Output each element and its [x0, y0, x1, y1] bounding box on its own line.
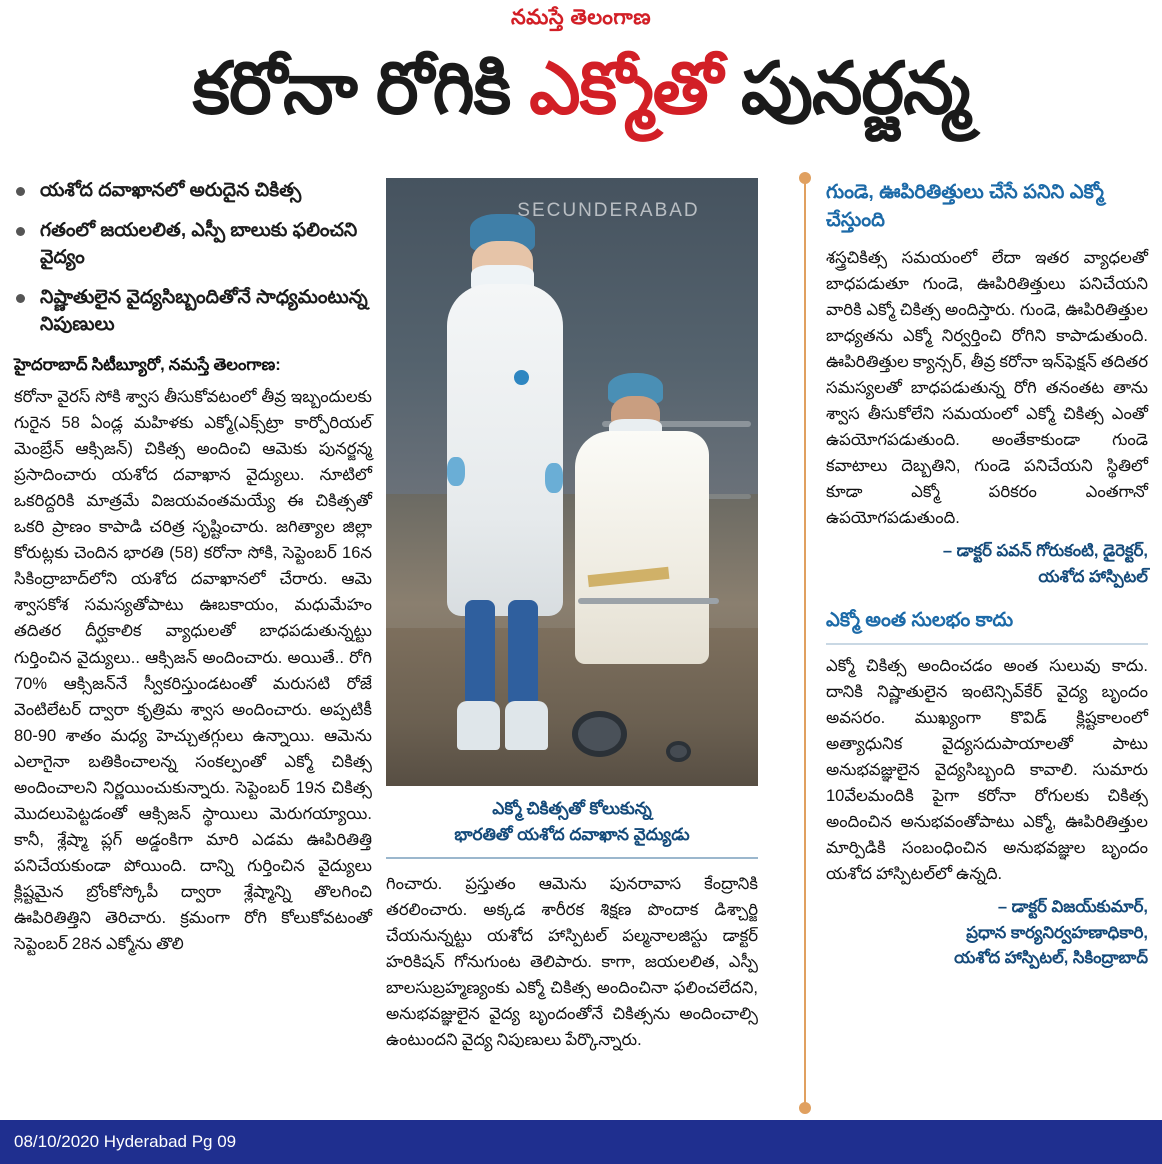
list-item: [14, 218, 372, 272]
sidebar-subhead-1: గుండె, ఊపిరితిత్తులు చేసే పనిని ఎక్మో చేస్తుంది: [826, 181, 1104, 232]
photo-location-watermark: SECUNDERABAD: [517, 200, 700, 221]
sidebar-body-1: [826, 245, 1148, 532]
photo-patient-figure: [568, 373, 732, 762]
paragraph: ఎక్మో చికిత్స అందించడం అంత సులువు కాదు. దానికి నిష్ణాతులైన ఇంటెన్సివ్‌కేర్ వైద్య బృందం అవసరం. ముఖ్యంగా కొవిడ్ క్లిష్టకాలంలో అత్యాధునిక వైద్యసదుపాయాలతో పాటు అనుభవజ్ఞులైన వైద్యసిబ్బంది కావాలి. సుమారు 10వేలమందికి పైగా కరోనా రోగులకు చికిత్స అందించిన అనుభవంతోపాటు ఎక్మో, ఊపిరితిత్తుల మార్పిడికి సంబంధించిన అనుభవజ్ఞుల బృందం యశోద హాస్పిటల్‌లో ఉన్నది.: [826, 656, 1148, 884]
photo-caption: [386, 796, 758, 859]
sidebar-attribution-2: [826, 895, 1148, 972]
publication-name: నమస్తే తెలంగాణ: [510, 6, 652, 29]
attribution-line: యశోద హాస్పిటల్, సికింద్రాబాద్: [954, 949, 1148, 968]
sidebar-subhead-2: ఎక్మో అంత సులభం కాదు: [826, 606, 1148, 644]
bullet-list: [14, 178, 372, 339]
wheelchair-bar: [578, 598, 719, 604]
doctor-glove-right: [545, 463, 564, 493]
paragraph: శస్త్రచికిత్స సమయంలో లేదా ఇతర వ్యాధలతో బాధపడుతూ గుండె, ఊపిరితిత్తులు పనిచేయని వారికి ఎక్మో చికిత్స అందిస్తారు. గుండె, ఊపిరితిత్తుల బాధ్యతను ఎక్మో నిర్వర్తించి రోగిని కాపాడుతుంది. ఊపిరితిత్తుల క్యాన్సర్, తీవ్ర కరోనా ఇన్‌ఫెక్షన్ తదితర సమస్యలతో బాధపడుతున్న రోగి తనంతట తాను శ్వాస తీసుకోలేని సమయంలో ఎక్మో చికిత్స ఎంతో ఉపయోగపడుతుంది. అంతేకాకుండా గుండె కవాటాలు దెబ్బతిని, గుండె పనిచేయని స్థితిలో కూడా ఎక్మో పరికరం ఎంతగానో ఉపయోగపడుతుంది.: [826, 248, 1148, 528]
paragraph: కరోనా వైరస్ సోకి శ్వాస తీసుకోవటంలో తీవ్ర ఇబ్బందులకు గురైన 58 ఏండ్ల మహిళకు ఎక్మో(ఎక్స్‌ట్రా కార్పోరియల్ మెంబ్రేన్ ఆక్సిజన్) చికిత్స అందించి ఆమెకు పునర్జన్మ ప్రసాదించారు యశోద దవాఖాన వైద్యులు. నూటిలో ఒకరిద్దరికి మాత్రమే విజయవంతమయ్యే ఈ చికిత్సతో ఒకరి ప్రాణం కాపాడి చరిత్ర సృష్టించారు. జగిత్యాల జిల్లా కోరుట్లకు చెందిన భారతి (58) కరోనా సోకి, సెప్టెంబర్ 16న సికింద్రాబాద్‌లోని యశోద దవాఖానలో చేరారు. ఆమె శ్వాసకోశ సమస్యతోపాటు ఊబకాయం, మధుమేహం తదితర దీర్ఘకాలిక వ్యాధులతో బాధపడుతున్నట్టు గుర్తించిన వైద్యులు.. ఆక్సిజన్ అందించారు. అయితే.. రోగి 70% ఆక్సిజన్‌నే స్వీకరిస్తుండటంతో మరుసటి రోజే వెంటిలేటర్ ద్వారా కృత్రిమ శ్వాస అందించారు. అప్పటికీ 80-90 శాతం మధ్య హెచ్చుతగ్గులు ఉన్నాయి. ఆమెను ఎలాగైనా బతికించాలన్న సంకల్పంతో ఎక్మో చికిత్స అందించాలని నిర్ణయించుకున్నారు. సెప్టెంబర్ 19న చికిత్స మొదలుపెట్టడంతో ఆక్సిజన్ స్థాయిలు మెరుగయ్యాయి. కానీ, శ్లేష్మా ప్లగ్ అడ్డంకిగా మారి ఎడమ ఊపిరితిత్తి పనిచేయకుండా పోయింది. దాన్ని గుర్తించిన వైద్యులు క్లిష్టమైన బ్రోంకోస్కోపీ ద్వారా శ్లేష్మాన్ని తొలగించి ఊపిరితిత్తిని తెరిచారు. క్రమంగా రోగి కోలుకోవటంతో సెప్టెంబర్ 28న ఎక్మోను తొలి: [14, 387, 372, 954]
footer-text: 08/10/2020 Hyderabad Pg 09: [14, 1132, 237, 1151]
sidebar-body-2: [826, 653, 1148, 888]
wheelchair-wheel-large: [572, 711, 628, 757]
photo-doctor-figure: [442, 214, 568, 749]
left-column-text: [14, 352, 372, 957]
doctor-ppe-suit: [447, 284, 563, 616]
footer-bar: [0, 1120, 1162, 1164]
bullet-dot-icon: [16, 187, 25, 196]
paragraph: గించారు. ప్రస్తుతం ఆమెను పునరావాస కేంద్రానికి తరలించారు. అక్కడ శారీరక శిక్షణ పొందాక డిశ్చార్జి చేయనున్నట్టు యశోద హాస్పిటల్ పల్మనాలజిస్టు డాక్టర్ హరికిషన్ గోనుగుంట తెలిపారు. కాగా, జయలలిత, ఎస్పీ బాలసుబ్రహ్మణ్యంకు ఎక్మో చికిత్స అందించినా ఫలించలేదని, అనుభవజ్ఞులైన వైద్య బృందంతోనే చికిత్సను అందించాల్సి ఉంటుందని వైద్య నిపుణులు పేర్కొన్నారు.: [386, 875, 758, 1050]
dateline: [14, 352, 372, 378]
doctor-glove-left: [447, 457, 466, 487]
bullet-dot-icon: [16, 294, 25, 303]
headline-part-3: పునర్జన్మ: [721, 49, 970, 129]
middle-column-text: [386, 871, 758, 1053]
attribution-line: యశోద హాస్పిటల్: [1038, 567, 1148, 586]
left-column: [14, 178, 372, 1108]
doctor-leg-right: [508, 600, 538, 707]
page-title: [0, 49, 1162, 129]
photo-caption-line-1: ఎక్మో చికిత్సతో కోలుకున్న: [492, 799, 652, 818]
attribution-line: ప్రధాన కార్యనిర్వహణాధికారి,: [966, 923, 1148, 942]
masthead: [0, 6, 1162, 35]
list-item: [14, 178, 372, 205]
bullet-dot-icon: [16, 227, 25, 236]
middle-column: [386, 178, 771, 1108]
wheelchair-wheel-small: [666, 741, 691, 762]
headline-highlight: ఎక్మోతో: [529, 49, 722, 129]
doctor-shoe-cover-left: [457, 701, 500, 749]
article-body: [14, 178, 1148, 1108]
article-photo: [386, 178, 758, 786]
photo-caption-line-2: భారతితో యశోద దవాఖాన వైద్యుడు: [454, 824, 690, 844]
doctor-leg-left: [465, 600, 495, 707]
attribution-line: – డాక్టర్ విజయ్‌కుమార్,: [997, 898, 1148, 917]
doctor-logo-badge: [514, 370, 529, 385]
dateline-text: హైదరాబాద్ సిటీబ్యూరో, నమస్తే తెలంగాణ:: [14, 355, 281, 374]
doctor-shoe-cover-right: [505, 701, 548, 749]
bullet-text: యశోద దవాఖానలో అరుదైన చికిత్స: [40, 180, 302, 201]
wheelchair: [568, 552, 732, 762]
attribution-line: – డాక్టర్ పవన్ గోరుకంటి, డైరెక్టర్,: [942, 542, 1148, 561]
sidebar-attribution-1: [826, 539, 1148, 590]
headline-part-1: కరోనా రోగికి: [192, 49, 530, 129]
bullet-text: గతంలో జయలలిత, ఎస్పీ బాలుకు ఫలించని వైద్యం: [40, 219, 358, 268]
list-item: [14, 285, 372, 339]
bullet-text: నిష్ణాతులైన వైద్యసిబ్బందితోనే సాధ్యమంటున్న నిపుణులు: [40, 286, 368, 335]
right-column: [804, 178, 1148, 1108]
